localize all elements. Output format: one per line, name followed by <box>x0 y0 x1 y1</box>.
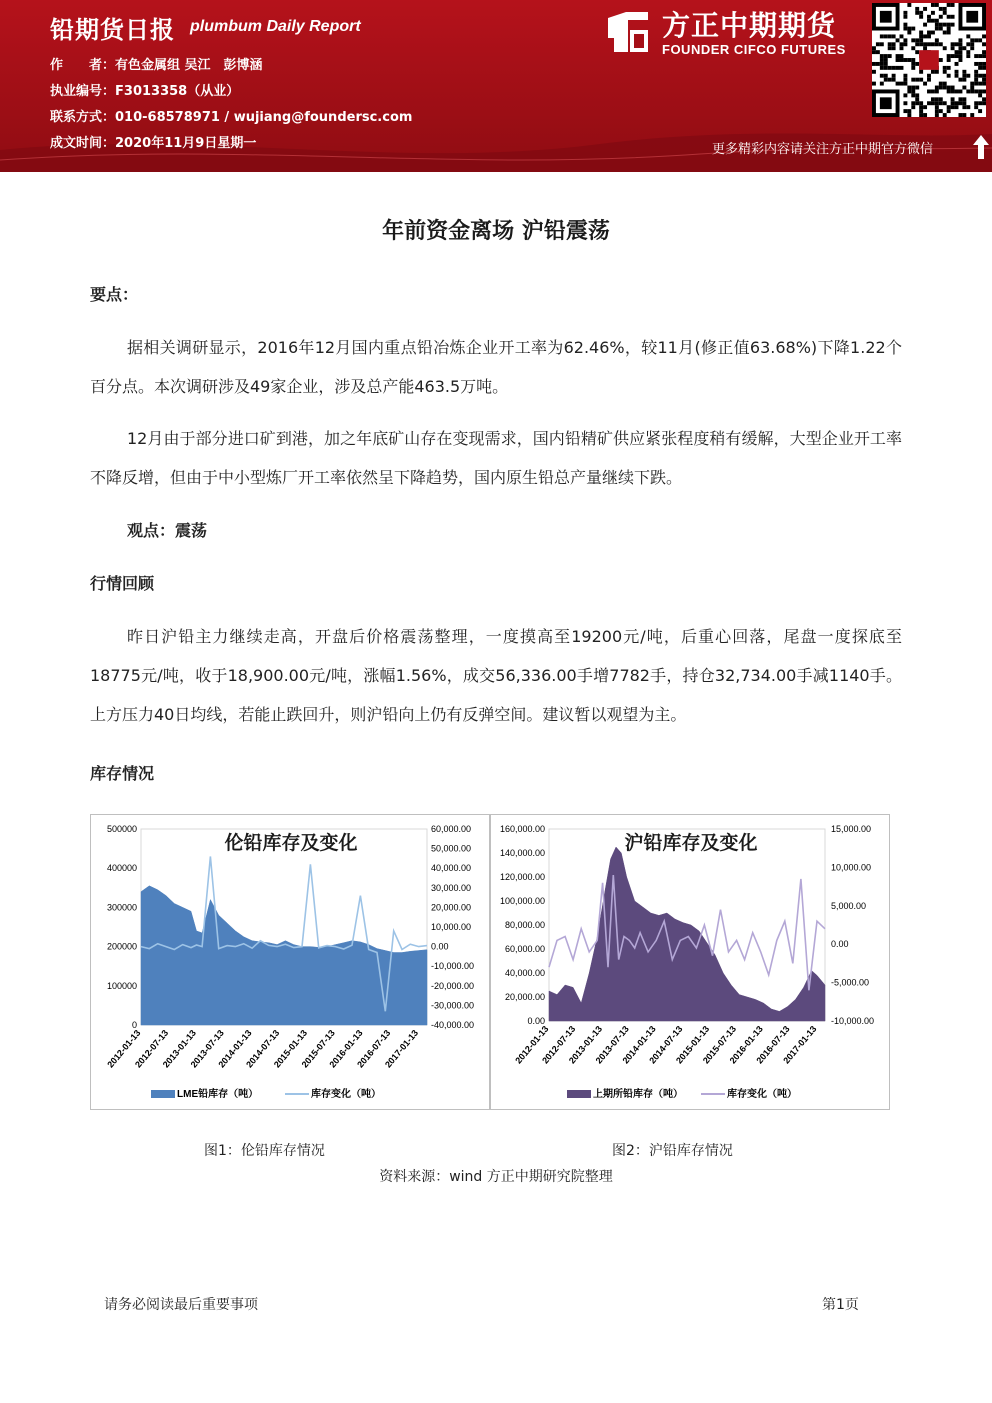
x-tick-label: 2015-01-13 <box>271 1027 310 1070</box>
x-tick-label: 2013-01-13 <box>566 1023 605 1066</box>
y-right-tick-label: 0.00 <box>831 939 849 950</box>
y-left-tick-label: 200000 <box>106 941 137 952</box>
contact-label: 联系方式： <box>50 110 116 125</box>
x-tick-label: 2016-01-13 <box>727 1023 765 1066</box>
x-tick-label: 2015-07-13 <box>700 1023 739 1066</box>
legend-swatch-0 <box>567 1090 591 1098</box>
footer-disclaimer: 请务必阅读最后重要事项 <box>104 1297 258 1313</box>
y-left-tick-label: 160,000.00 <box>499 824 545 834</box>
legend-label-0: LME铅库存（吨） <box>177 1089 259 1100</box>
x-tick-label: 2017-01-13 <box>382 1027 421 1070</box>
report-header <box>0 0 992 172</box>
y-right-tick-label: 15,000.00 <box>831 824 872 834</box>
y-left-tick-label: 60,000.00 <box>504 944 545 954</box>
y-left-tick-label: 100000 <box>106 980 137 991</box>
y-right-tick-label: -20,000.00 <box>431 980 475 991</box>
author-label: 作 者： <box>50 58 116 73</box>
x-tick-label: 2012-01-13 <box>513 1023 551 1066</box>
x-tick-label: 2013-07-13 <box>188 1027 226 1070</box>
market-review-heading: 行情回顾 <box>90 574 155 593</box>
follow-wechat-text: 更多精彩内容请关注方正中期官方微信 <box>712 142 934 157</box>
brand-name-en: FOUNDER CIFCO FUTURES <box>662 42 846 57</box>
qr-code-icon <box>872 3 986 117</box>
legend-label-0: 上期所铅库存（吨） <box>593 1089 683 1100</box>
y-right-tick-label: -5,000.00 <box>831 977 870 988</box>
contact-value: 010-68578971 / wujiang@foundersc.com <box>115 110 413 125</box>
data-source: 资料来源：wind 方正中期研究院整理 <box>379 1169 613 1185</box>
y-left-tick-label: 20,000.00 <box>504 992 545 1002</box>
license-label: 执业编号： <box>50 84 116 99</box>
x-tick-label: 2013-01-13 <box>160 1027 199 1070</box>
lme-inventory-chart-svg <box>91 815 489 1109</box>
y-left-tick-label: 300000 <box>106 902 137 913</box>
y-right-tick-label: 0.00 <box>431 941 449 952</box>
page-number: 第1页 <box>822 1297 859 1313</box>
y-right-tick-label: 10,000.00 <box>831 862 872 873</box>
contact-line <box>50 106 412 125</box>
up-arrow-icon <box>972 134 990 160</box>
x-tick-label: 2012-07-13 <box>133 1027 171 1070</box>
y-right-tick-label: 60,000.00 <box>431 824 472 834</box>
inventory-heading: 库存情况 <box>90 764 155 783</box>
x-tick-label: 2015-01-13 <box>674 1023 712 1066</box>
y-left-tick-label: 0.00 <box>527 1016 545 1026</box>
paragraph-ore-supply: 12月由于部分进口矿到港，加之年底矿山存在变现需求，国内铅精矿供应紧张程度稍有缓解，大型企业开工率不降反增，但由于中小型炼厂开工率依然呈下降趋势，国内原生铅总产量继续下跌。 <box>90 429 902 487</box>
y-left-tick-label: 0 <box>131 1020 137 1030</box>
legend-label-1: 库存变化（吨） <box>727 1089 797 1100</box>
chart-title: 伦铅库存及变化 <box>224 833 358 854</box>
y-right-tick-label: -40,000.00 <box>431 1020 475 1030</box>
y-right-tick-label: -10,000.00 <box>431 961 475 972</box>
x-tick-label: 2012-07-13 <box>540 1023 578 1066</box>
x-tick-label: 2012-01-13 <box>105 1027 143 1070</box>
key-points-heading: 要点： <box>90 285 139 304</box>
paragraph-operating-rate: 据相关调研显示，2016年12月国内重点铅冶炼企业开工率为62.46%，较11月(修正值63.68%)下降1.22个百分点。本次调研涉及49家企业，涉及总产能463.5万吨。 <box>90 338 902 396</box>
figure2-caption: 图2：沪铅库存情况 <box>612 1143 733 1159</box>
author-value: 有色金属组 吴江 彭博涵 <box>115 58 263 73</box>
y-left-tick-label: 100,000.00 <box>499 896 545 906</box>
y-right-tick-label: 30,000.00 <box>431 882 472 893</box>
brand-name-cn: 方正中期期货 <box>662 9 837 42</box>
y-right-tick-label: 5,000.00 <box>831 900 867 911</box>
y-right-tick-label: 20,000.00 <box>431 902 472 913</box>
x-tick-label: 2016-01-13 <box>327 1027 365 1070</box>
y-left-tick-label: 400000 <box>106 863 137 874</box>
view-statement: 观点：震荡 <box>127 521 208 540</box>
date-label: 成文时间： <box>50 136 116 151</box>
legend-label-1: 库存变化（吨） <box>311 1089 381 1100</box>
author-line <box>50 54 263 73</box>
x-tick-label: 2014-01-13 <box>620 1023 658 1066</box>
figure1-caption: 图1：伦铅库存情况 <box>204 1143 325 1159</box>
x-tick-label: 2016-07-13 <box>754 1023 792 1066</box>
x-tick-label: 2014-01-13 <box>216 1027 254 1070</box>
document-title: 年前资金离场 沪铅震荡 <box>382 219 610 244</box>
x-tick-label: 2014-07-13 <box>647 1023 685 1066</box>
report-subtitle: plumbum Daily Report <box>190 18 361 35</box>
date-line <box>50 132 256 151</box>
y-right-tick-label: 10,000.00 <box>431 922 472 932</box>
y-left-tick-label: 40,000.00 <box>504 968 545 978</box>
y-left-tick-label: 80,000.00 <box>504 920 545 930</box>
date-value: 2020年11月9日星期一 <box>115 136 257 151</box>
x-tick-label: 2014-07-13 <box>244 1027 282 1070</box>
y-left-tick-label: 140,000.00 <box>499 848 545 858</box>
shfe-inventory-chart-svg <box>491 815 889 1109</box>
shfe-inventory-chart <box>490 814 890 1110</box>
y-left-tick-label: 120,000.00 <box>499 872 545 882</box>
brand-logo-icon <box>604 8 652 56</box>
license-line <box>50 80 239 99</box>
lme-inventory-chart <box>90 814 490 1110</box>
license-value: F3013358（从业） <box>115 84 240 99</box>
x-tick-label: 2016-07-13 <box>355 1027 393 1070</box>
x-tick-label: 2013-07-13 <box>593 1023 631 1066</box>
y-right-tick-label: -30,000.00 <box>431 1000 475 1011</box>
y-right-tick-label: 40,000.00 <box>431 863 472 874</box>
report-title: 铅期货日报 <box>50 16 175 44</box>
y-left-tick-label: 500000 <box>106 824 137 834</box>
y-right-tick-label: 50,000.00 <box>431 843 472 854</box>
x-tick-label: 2015-07-13 <box>299 1027 337 1070</box>
x-tick-label: 2017-01-13 <box>781 1023 819 1066</box>
chart-title: 沪铅库存及变化 <box>624 833 758 854</box>
legend-swatch-0 <box>151 1090 175 1098</box>
paragraph-market-review: 昨日沪铅主力继续走高，开盘后价格震荡整理，一度摸高至19200元/吨，后重心回落，尾盘一度探底至18775元/吨，收于18,900.00元/吨，涨幅1.56%，成交56,336.00手增7782手，持仓32,734.00手减1140手。上方压力40日均线，若能止跌回升，则沪铅向上仍有反弹空间。建议暂以观望为主。 <box>90 627 902 724</box>
y-right-tick-label: -10,000.00 <box>831 1016 875 1026</box>
